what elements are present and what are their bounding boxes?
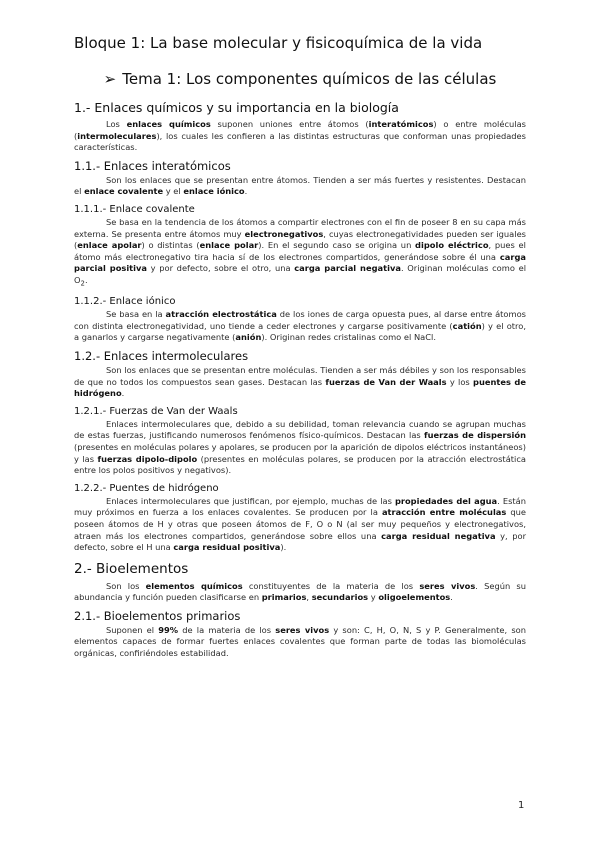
document-body xyxy=(74,96,526,660)
section-1-heading: 1.- Enlaces químicos y su importancia en la biología xyxy=(74,100,399,115)
block-title: Bloque 1: La base molecular y fisicoquímica de la vida xyxy=(74,34,483,52)
section-1-1-1-paragraph: Se basa en la tendencia de los átomos a compartir electrones con el fin de poseer 8 en su capa más externa. Se presenta entre átomos muy electronegativos, cuyas electronegatividades pueden ser iguales (enlace apolar) o distintas (enlace polar). En el segundo caso se origina un dipolo eléctrico, pues el átomo más electronegativo tira hacia sí de los electrones compartidos, generándose sobre él una carga parcial positiva y por defecto, sobre el otro, una carga parcial negativa. Originan moléculas como el $O_2$. xyxy=(74,216,527,288)
section-1-1-paragraph: Son los enlaces que se presentan entre átomos. Tienden a ser más fuertes y resistentes. Destacan el enlace covalente y el enlace iónico. xyxy=(74,174,526,197)
section-1-2-2-paragraph: Enlaces intermoleculares que justifican, por ejemplo, muchas de las propiedades del agua. Están muy próximos en fuerza a los enlaces covalentes. Se producen por la atracción entre moléculas que poseen átomos de H y otras que poseen átomos de F, O o N (al ser muy pequeños y electronegativos, atraen más los electrones compartidos, generándose sobre ellos una carga residual negativa y, por defecto, sobre el H una carga residual positiva). xyxy=(74,495,527,553)
section-2-paragraph: Son los elementos químicos constituyentes de la materia de los seres vivos. Según su abundancia y función pueden clasificarse en primarios, secundarios y oligoelementos. xyxy=(74,580,526,603)
section-1-1-1-heading: 1.1.1.- Enlace covalente xyxy=(74,203,195,215)
section-1-2-2-heading: 1.2.2.- Puentes de hidrógeno xyxy=(74,482,219,494)
section-2-1-paragraph: Suponen el 99% de la materia de los seres vivos y son: C, H, O, N, S y P. Generalmente, son elementos capaces de formar fuertes enlaces covalentes que forman parte de todas las biomoléculas orgánicas, confiriéndoles estabilidad. xyxy=(74,624,526,659)
theme-title-text: Tema 1: Los componentes químicos de las células xyxy=(122,70,497,88)
section-2-1-heading: 2.1.- Bioelementos primarios xyxy=(74,608,241,623)
arrow-bullet-icon: ➢ xyxy=(103,70,117,88)
section-1-2-1-heading: 1.2.1.- Fuerzas de Van der Waals xyxy=(74,405,238,417)
section-1-paragraph: Los enlaces químicos suponen uniones entre átomos (interatómicos) o entre moléculas (intermoleculares), los cuales les confieren a las distintas estructuras que conforman unas propiedades características. xyxy=(74,119,526,153)
theme-title xyxy=(74,70,526,88)
section-1-2-paragraph: Son los enlaces que se presentan entre moléculas. Tienden a ser más débiles y son los responsables de que no todos los compuestos sean gases. Destacan las fuerzas de Van der Waals y los puentes de hidrógeno. xyxy=(74,364,526,399)
page-number: 1 xyxy=(518,800,525,811)
section-1-2-heading: 1.2.- Enlaces intermoleculares xyxy=(74,348,249,363)
section-1-1-2-heading: 1.1.2.- Enlace iónico xyxy=(74,296,176,308)
section-1-1-heading: 1.1.- Enlaces interatómicos xyxy=(74,158,231,173)
section-1-2-1-paragraph: Enlaces intermoleculares que, debido a su debilidad, toman relevancia cuando se agrupan muchas de estas fuerzas, justificando numerosos fenómenos físico-químicos. Destacan las fuerzas de dispersión (presentes en moléculas polares y apolares, se producen por la aparición de dipolos eléctricos instantáneos) y las fuerzas dipolo-dipolo (presentes en moléculas polares, se producen por la atracción electrostática entre los polos positivos y negativos). xyxy=(74,418,527,476)
section-2-heading: 2.- Bioelementos xyxy=(74,560,189,577)
section-1-1-2-paragraph: Se basa en la atracción electrostática de los iones de carga opuesta pues, al darse entre átomos con distinta electronegatividad, uno tiende a ceder electrones y cargarse positivamente (catión) y el otro, a ganarlos y cargarse negativamente (anión). Originan redes cristalinas como el NaCl. xyxy=(74,309,526,343)
